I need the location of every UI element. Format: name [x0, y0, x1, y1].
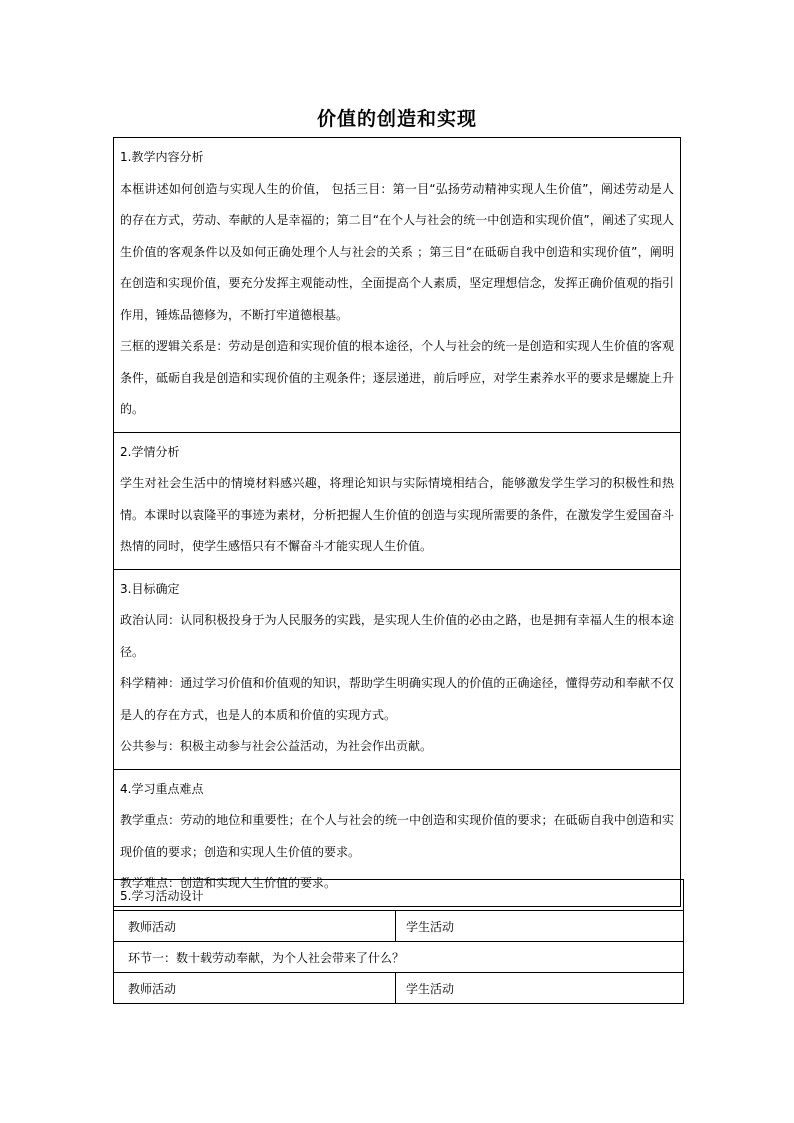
section-objectives — [114, 569, 681, 769]
student-activity-header: 学生活动 — [396, 973, 684, 1004]
section-content-analysis — [114, 138, 681, 433]
section-paragraph: 教学难点：创造和实现人生价值的要求。 — [120, 876, 337, 890]
section-heading: 4.学习重点难点 — [120, 781, 204, 796]
section-paragraph: 学生对社会生活中的情境材料感兴趣，将理论知识与实际情境相结合，能够激发学生学习的积极性和热情。本课时以袁隆平的事迹为素材，分析把握人生价值的创造与实现所需要的条件，在激发学生爱国奋斗热情的同时，使学生感悟只有不懈奋斗才能实现人生价值。 — [120, 476, 674, 553]
section-heading: 3.目标确定 — [120, 581, 180, 596]
activity-design-table — [113, 879, 684, 1004]
section-paragraph: 科学精神：通过学习价值和价值观的知识，帮助学生明确实现人的价值的正确途径，懂得劳动和奉献不仅是人的存在方式，也是人的本质和价值的实现方式。 — [120, 676, 674, 722]
section-paragraph: 三框的逻辑关系是：劳动是创造和实现价值的根本途径，个人与社会的统一是创造和实现人生价值的客观条件，砥砺自我是创造和实现价值的主观条件；逐层递进，前后呼应，对学生素养水平的要求是螺旋上升的。 — [120, 339, 674, 416]
table-row — [114, 973, 684, 1004]
page-title: 价值的创造和实现 — [316, 108, 477, 130]
teacher-activity-header: 教师活动 — [114, 973, 396, 1004]
stage-title: 环节一：数十载劳动奉献，为个人社会带来了什么？ — [114, 942, 684, 973]
lesson-plan-table — [113, 137, 681, 907]
table-row — [114, 942, 684, 973]
student-activity-header: 学生活动 — [396, 911, 684, 942]
section-paragraph: 教学重点：劳动的地位和重要性；在个人与社会的统一中创造和实现价值的要求；在砥砺自我中创造和实现价值的要求；创造和实现人生价值的要求。 — [120, 813, 674, 859]
section-paragraph: 公共参与：积极主动参与社会公益活动，为社会作出贡献。 — [120, 739, 433, 753]
table-row — [114, 880, 684, 911]
section-paragraph: 本框讲述如何创造与实现人生的价值， 包括三目：第一目“弘扬劳动精神实现人生价值”，阐述劳动是人的存在方式，劳动、奉献的人是幸福的；第二目“在个人与社会的统一中创造和实现价值”，阐述了实现人生价值的客观条件以及如何正确处理个人与社会的关系 ；第三目“在砥砺自我中创造和实现价值”，阐明在创造和实现价值，要充分发挥主观能动性，全面提高个人素质，坚定理想信念，发挥正确价值观的指引作用，锤炼品德修为，不断打牢道德根基。 — [120, 181, 674, 322]
teacher-activity-header: 教师活动 — [114, 911, 396, 942]
activity-heading: 5.学习活动设计 — [114, 880, 684, 911]
section-paragraph: 政治认同：认同积极投身于为人民服务的实践，是实现人生价值的必由之路，也是拥有幸福人生的根本途径。 — [120, 613, 674, 659]
section-learner-analysis — [114, 432, 681, 569]
table-row — [114, 911, 684, 942]
section-heading: 2.学情分析 — [120, 444, 180, 459]
section-heading: 1.教学内容分析 — [120, 150, 204, 164]
